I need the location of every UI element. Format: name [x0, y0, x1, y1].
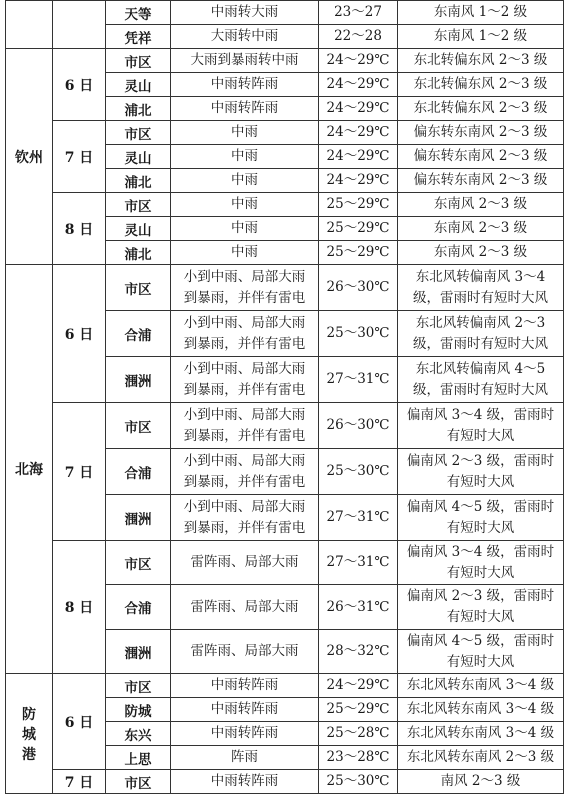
weather-cell: 大雨转中雨: [171, 25, 319, 49]
temp-cell: 23～28℃: [319, 746, 398, 770]
forecast-table: [5, 0, 564, 794]
area-cell: 合浦: [106, 449, 171, 495]
day-cell: 6 日: [53, 674, 106, 770]
wind-cell: 偏东转东南风 2～3 级: [398, 121, 564, 145]
day-cell: 7 日: [53, 770, 106, 794]
weather-line: 到暴雨，并伴有雷电: [183, 335, 306, 352]
table-row: [6, 193, 564, 217]
wind-cell: 东南风 1～2 级: [398, 25, 564, 49]
weather-cell: 中雨: [171, 145, 319, 169]
area-cell: 市区: [106, 193, 171, 217]
wind-cell: 东北转偏东风 2～3 级: [398, 97, 564, 121]
weather-cell: 雷阵雨、局部大雨: [171, 585, 319, 630]
temp-cell: 25～28℃: [319, 722, 398, 746]
wind-line: 偏南风 2～3 级，雷雨时: [406, 588, 555, 604]
weather-cell: 中雨转阵雨: [171, 97, 319, 121]
wind-line: 东北风转偏南风 4～5: [415, 360, 546, 377]
weather-line: 到暴雨，并伴有雷电: [183, 427, 306, 444]
area-cell: 灵山: [106, 73, 171, 97]
weather-line: 到暴雨，并伴有雷电: [183, 289, 306, 306]
weather-line: 到暴雨，并伴有雷电: [183, 519, 306, 536]
table-row: [6, 770, 564, 794]
day-cell: 6 日: [53, 265, 106, 403]
weather-cell: 中雨: [171, 217, 319, 241]
table-row: [6, 674, 564, 698]
area-cell: 灵山: [106, 145, 171, 169]
wind-cell: 东北风转东南风 2～3 级: [398, 746, 564, 770]
area-cell: 市区: [106, 265, 171, 311]
weather-cell: [171, 311, 319, 357]
area-cell: 浦北: [106, 169, 171, 193]
table-row: [6, 1, 564, 25]
wind-cell: [398, 403, 564, 449]
weather-cell: 中雨: [171, 169, 319, 193]
wind-line: 有短时大风: [446, 473, 515, 490]
temp-cell: 25～30℃: [319, 449, 398, 495]
wind-cell: [398, 495, 564, 541]
weather-line: 小到中雨、局部大雨: [183, 498, 306, 515]
wind-line: 偏南风 3～4 级，雷雨时: [406, 406, 555, 423]
wind-line: 偏南风 4～5 级，雷雨时: [406, 498, 555, 515]
day-cell: 8 日: [53, 541, 106, 674]
weather-cell: 阵雨: [171, 746, 319, 770]
table-row: [6, 265, 564, 311]
wind-line: 偏南风 3～4 级，雷雨时: [406, 543, 555, 560]
weather-cell: [171, 403, 319, 449]
temp-cell: 26～31℃: [319, 585, 398, 630]
weather-cell: 雷阵雨、局部大雨: [171, 541, 319, 585]
weather-cell: 中雨转大雨: [171, 1, 319, 25]
wind-cell: 东北风转东南风 3～4 级: [398, 698, 564, 722]
day-cell: 8 日: [53, 193, 106, 265]
temp-cell: 25～30℃: [319, 770, 398, 794]
table-row: [6, 541, 564, 585]
area-cell: 涠洲: [106, 630, 171, 674]
wind-line: 偏南风 4～5 级，雷雨时: [406, 632, 555, 649]
temp-cell: 24～29℃: [319, 49, 398, 73]
city-char: 防: [22, 706, 36, 723]
wind-line: 有短时大风: [446, 564, 515, 581]
area-cell: 凭祥: [106, 25, 171, 49]
city-cell: [6, 674, 53, 794]
wind-cell: [398, 585, 564, 630]
temp-cell: 24～29℃: [319, 145, 398, 169]
area-cell: 市区: [106, 121, 171, 145]
wind-line: 级，雷雨时有短时大风: [413, 381, 548, 398]
area-cell: 上思: [106, 746, 171, 770]
area-cell: 浦北: [106, 97, 171, 121]
weather-cell: 中雨转阵雨: [171, 770, 319, 794]
area-cell: 涠洲: [106, 495, 171, 541]
area-cell: 防城: [106, 698, 171, 722]
temp-cell: 27～31℃: [319, 357, 398, 403]
wind-cell: 东南风 2～3 级: [398, 193, 564, 217]
temp-cell: 25～29℃: [319, 241, 398, 265]
wind-cell: 东南风 1～2 级: [398, 1, 564, 25]
wind-line: 有短时大风: [446, 427, 515, 444]
table-row: [6, 403, 564, 449]
temp-cell: 26～30℃: [319, 265, 398, 311]
weather-line: 小到中雨、局部大雨: [183, 268, 306, 285]
wind-cell: 东北转偏东风 2～3 级: [398, 49, 564, 73]
temp-cell: 28～32℃: [319, 630, 398, 674]
temp-cell: 24～29℃: [319, 169, 398, 193]
weather-line: 小到中雨、局部大雨: [183, 406, 306, 423]
wind-line: 有短时大风: [446, 653, 515, 670]
area-cell: 合浦: [106, 311, 171, 357]
weather-line: 小到中雨、局部大雨: [183, 314, 306, 331]
city-char: 港: [22, 746, 36, 763]
wind-cell: [398, 357, 564, 403]
weather-cell: 中雨: [171, 241, 319, 265]
temp-cell: 24～29℃: [319, 674, 398, 698]
wind-line: 东北风转偏南风 3～4: [415, 268, 546, 285]
area-cell: 天等: [106, 1, 171, 25]
wind-cell: 南风 2～3 级: [398, 770, 564, 794]
area-cell: 东兴: [106, 722, 171, 746]
wind-cell: 东南风 2～3 级: [398, 241, 564, 265]
day-cell: 6 日: [53, 49, 106, 121]
city-cell: [6, 1, 53, 49]
wind-line: 有短时大风: [446, 519, 515, 536]
wind-cell: 偏东转东南风 2～3 级: [398, 145, 564, 169]
area-cell: 市区: [106, 541, 171, 585]
weather-cell: [171, 265, 319, 311]
wind-cell: [398, 449, 564, 495]
wind-cell: [398, 630, 564, 674]
weather-cell: 中雨: [171, 121, 319, 145]
area-cell: 市区: [106, 770, 171, 794]
area-cell: 市区: [106, 49, 171, 73]
weather-cell: 大雨到暴雨转中雨: [171, 49, 319, 73]
temp-cell: 24～29℃: [319, 121, 398, 145]
weather-cell: 雷阵雨、局部大雨: [171, 630, 319, 674]
weather-cell: [171, 357, 319, 403]
weather-line: 到暴雨，并伴有雷电: [183, 381, 306, 398]
area-cell: 合浦: [106, 585, 171, 630]
weather-line: 小到中雨、局部大雨: [183, 452, 306, 469]
area-cell: 市区: [106, 403, 171, 449]
wind-cell: 东北转偏东风 2～3 级: [398, 73, 564, 97]
temp-cell: 23～27: [319, 1, 398, 25]
wind-line: 级，雷雨时有短时大风: [413, 335, 548, 352]
city-cell: 钦州: [6, 49, 53, 265]
temp-cell: 26～30℃: [319, 403, 398, 449]
day-cell: 7 日: [53, 121, 106, 193]
wind-line: 级，雷雨时有短时大风: [413, 289, 548, 306]
area-cell: 灵山: [106, 217, 171, 241]
weather-cell: [171, 449, 319, 495]
area-cell: 涠洲: [106, 357, 171, 403]
city-char: 城: [22, 726, 36, 743]
weather-cell: [171, 495, 319, 541]
city-cell: 北海: [6, 265, 53, 674]
wind-line: 偏南风 2～3 级，雷雨时: [406, 452, 555, 469]
temp-cell: 25～29℃: [319, 217, 398, 241]
wind-cell: 东北风转东南风 3～4 级: [398, 674, 564, 698]
wind-cell: [398, 541, 564, 585]
temp-cell: 27～31℃: [319, 541, 398, 585]
weather-line: 到暴雨，并伴有雷电: [183, 473, 306, 490]
weather-cell: 中雨转阵雨: [171, 674, 319, 698]
wind-cell: 东南风 2～3 级: [398, 217, 564, 241]
table-row: [6, 121, 564, 145]
temp-cell: 24～29℃: [319, 97, 398, 121]
temp-cell: 22～28: [319, 25, 398, 49]
day-cell: [53, 1, 106, 49]
temp-cell: 24～29℃: [319, 73, 398, 97]
wind-line: 有短时大风: [446, 609, 515, 625]
table-row: [6, 49, 564, 73]
temp-cell: 27～31℃: [319, 495, 398, 541]
weather-line: 小到中雨、局部大雨: [183, 360, 306, 377]
wind-cell: [398, 265, 564, 311]
weather-cell: 中雨转阵雨: [171, 73, 319, 97]
temp-cell: 25～29℃: [319, 193, 398, 217]
weather-cell: 中雨转阵雨: [171, 698, 319, 722]
wind-cell: 东北风转东南风 3～4 级: [398, 722, 564, 746]
temp-cell: 25～29℃: [319, 698, 398, 722]
wind-line: 东北风转偏南风 2～3: [415, 314, 546, 331]
wind-cell: [398, 311, 564, 357]
weather-cell: 中雨: [171, 193, 319, 217]
forecast-body: [6, 1, 564, 794]
area-cell: 浦北: [106, 241, 171, 265]
wind-cell: 偏东转东南风 2～3 级: [398, 169, 564, 193]
weather-cell: 中雨转阵雨: [171, 722, 319, 746]
day-cell: 7 日: [53, 403, 106, 541]
temp-cell: 25～30℃: [319, 311, 398, 357]
area-cell: 市区: [106, 674, 171, 698]
